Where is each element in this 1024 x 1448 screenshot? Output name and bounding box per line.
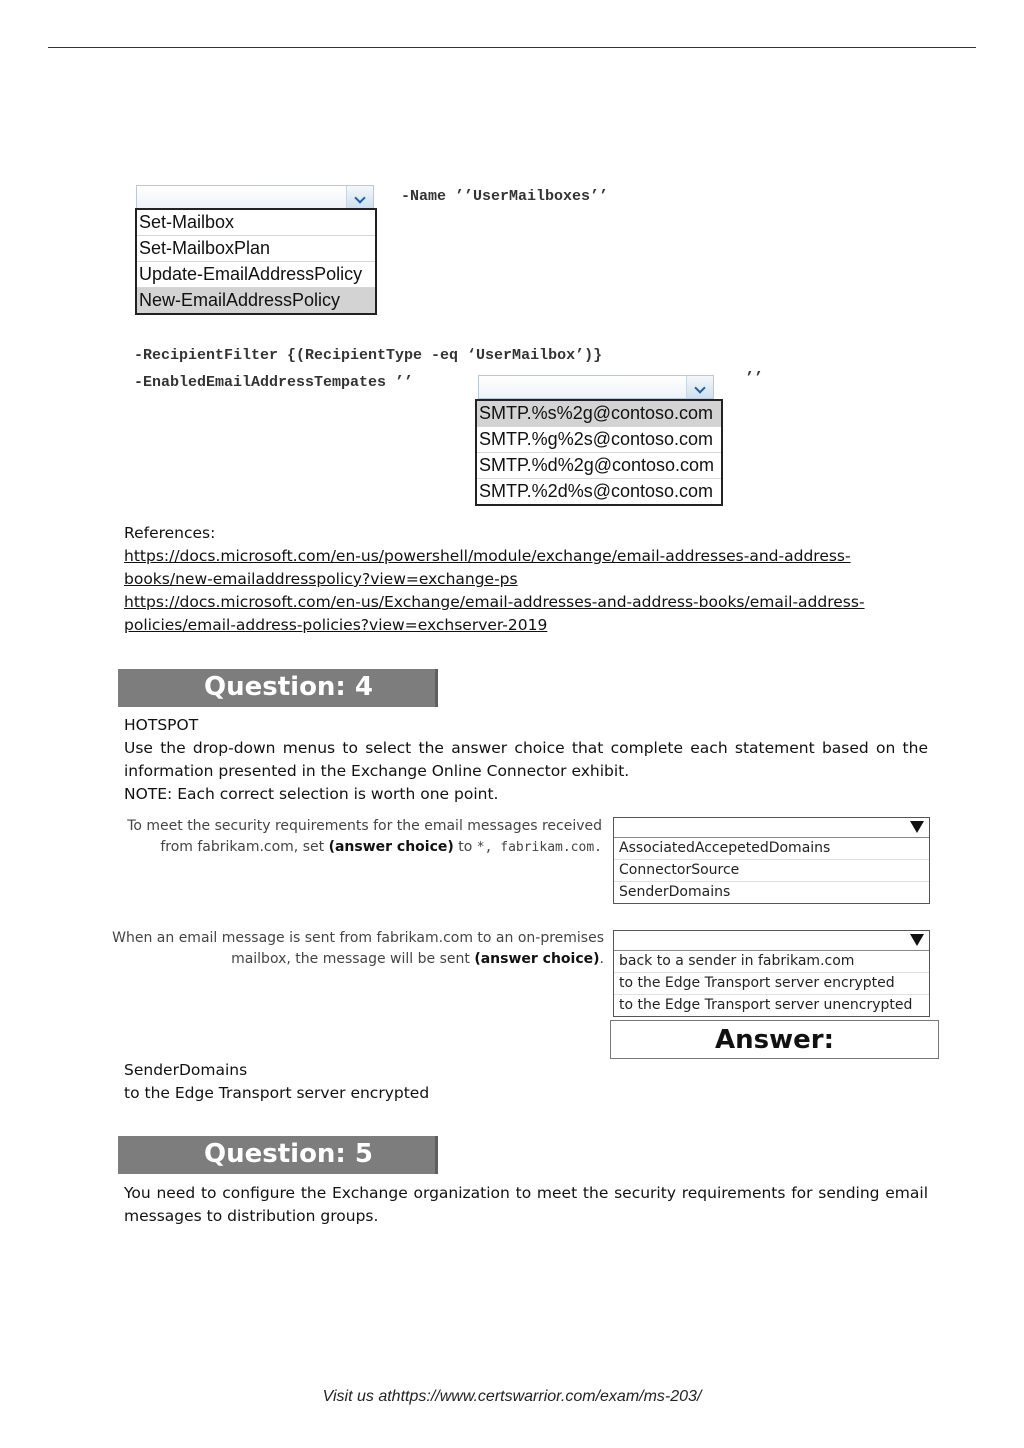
dropdown-option[interactable]: back to a sender in fabrikam.com bbox=[614, 951, 929, 973]
name-parameter: -Name ’’UserMailboxes’’ bbox=[401, 188, 609, 205]
template-option[interactable]: SMTP.%d%2g@contoso.com bbox=[477, 453, 721, 479]
answer-choice-label: (answer choice) bbox=[474, 951, 600, 967]
statement-1-line-1: To meet the security requirements for the email messages received bbox=[127, 818, 602, 834]
top-rule bbox=[48, 47, 976, 48]
reference-link-1-line-1: https://docs.microsoft.com/en-us/powershell/module/exchange/email-addresses-and-address- bbox=[124, 547, 851, 565]
dropdown-header[interactable] bbox=[614, 818, 929, 838]
recipient-filter-line: -RecipientFilter {(RecipientType -eq ‘UserMailbox’)} bbox=[134, 347, 603, 364]
dropdown-option[interactable]: ConnectorSource bbox=[614, 860, 929, 882]
statement-2-line-1: When an email message is sent from fabrikam.com to an on-premises bbox=[112, 930, 604, 946]
reference-link-2-line-1: https://docs.microsoft.com/en-us/Exchange/email-addresses-and-address-books/email-address- bbox=[124, 593, 865, 611]
template-parameter: -EnabledEmailAddressTempates ’’ bbox=[134, 374, 414, 391]
cmdlet-options bbox=[135, 208, 377, 315]
triangle-down-icon[interactable] bbox=[909, 932, 925, 948]
cmdlet-option-highlighted[interactable]: New-EmailAddressPolicy bbox=[137, 288, 375, 313]
statement-1-to: to bbox=[453, 839, 477, 855]
template-option-highlighted[interactable]: SMTP.%s%2g@contoso.com bbox=[477, 401, 721, 427]
template-option[interactable]: SMTP.%g%2s@contoso.com bbox=[477, 427, 721, 453]
statement-1-line-2 bbox=[110, 837, 602, 858]
reference-link-1[interactable] bbox=[124, 545, 865, 591]
template-option[interactable]: SMTP.%2d%s@contoso.com bbox=[479, 481, 714, 501]
question-4-title: Question: 4 bbox=[204, 672, 373, 702]
reference-link-2[interactable] bbox=[124, 591, 865, 637]
cmdlet-option[interactable]: Set-MailboxPlan bbox=[137, 236, 375, 262]
template-close-quote: ’’ bbox=[745, 370, 764, 387]
dropdown-option[interactable]: SenderDomains bbox=[619, 884, 731, 900]
statement-2 bbox=[110, 928, 604, 970]
question-note: NOTE: Each correct selection is worth one point. bbox=[124, 785, 499, 803]
triangle-down-icon[interactable] bbox=[909, 819, 925, 835]
footer: Visit us athttps://www.certswarrior.com/exam/ms-203/ bbox=[322, 1388, 702, 1405]
statement-2-line-2 bbox=[110, 949, 604, 970]
answer-choice-label: (answer choice) bbox=[328, 839, 454, 855]
reference-link-2-line-2: policies/email-address-policies?view=exchserver-2019 bbox=[124, 616, 548, 634]
cmdlet-option[interactable]: Set-Mailbox bbox=[137, 210, 375, 236]
cmdlet-dropdown[interactable] bbox=[136, 185, 374, 209]
chevron-down-icon[interactable] bbox=[686, 376, 713, 398]
question-4-body bbox=[124, 714, 928, 806]
template-options bbox=[475, 399, 723, 506]
question-instructions: Use the drop-down menus to select the answer choice that complete each statement based on the information presented in the Exchange Online Connector exhibit. bbox=[124, 739, 928, 780]
chevron-down-icon[interactable] bbox=[346, 186, 373, 208]
statement-2-period: . bbox=[599, 951, 604, 967]
statement-1-dropdown[interactable] bbox=[613, 817, 930, 904]
references-block bbox=[124, 522, 865, 637]
statement-1-text: from fabrikam.com, set bbox=[160, 839, 329, 855]
cmdlet-option[interactable]: Update-EmailAddressPolicy bbox=[137, 262, 375, 288]
answers-block bbox=[124, 1059, 429, 1105]
dropdown-option[interactable]: to the Edge Transport server unencrypted bbox=[619, 997, 913, 1013]
dropdown-header[interactable] bbox=[614, 931, 929, 951]
statement-1 bbox=[110, 816, 602, 858]
statement-2-dropdown[interactable] bbox=[613, 930, 930, 1017]
statement-1-code: *, fabrikam.com. bbox=[476, 840, 602, 855]
question-4-header bbox=[118, 669, 438, 707]
reference-link-1-line-2: books/new-emailaddresspolicy?view=exchange-ps bbox=[124, 570, 518, 588]
dropdown-option[interactable]: to the Edge Transport server encrypted bbox=[614, 973, 929, 995]
statement-2-text: mailbox, the message will be sent bbox=[231, 951, 475, 967]
answer-1: SenderDomains bbox=[124, 1061, 248, 1079]
references-label: References: bbox=[124, 524, 216, 542]
template-dropdown[interactable] bbox=[478, 375, 714, 399]
answer-label: Answer: bbox=[610, 1020, 939, 1059]
question-type: HOTSPOT bbox=[124, 716, 199, 734]
dropdown-option[interactable]: AssociatedAccepetedDomains bbox=[614, 838, 929, 860]
question-5-header bbox=[118, 1136, 438, 1174]
question-5-text: You need to configure the Exchange organization to meet the security requirements for sending email messages to distribution groups. bbox=[124, 1184, 928, 1225]
answer-2: to the Edge Transport server encrypted bbox=[124, 1084, 430, 1102]
question-5-title: Question: 5 bbox=[204, 1139, 373, 1169]
